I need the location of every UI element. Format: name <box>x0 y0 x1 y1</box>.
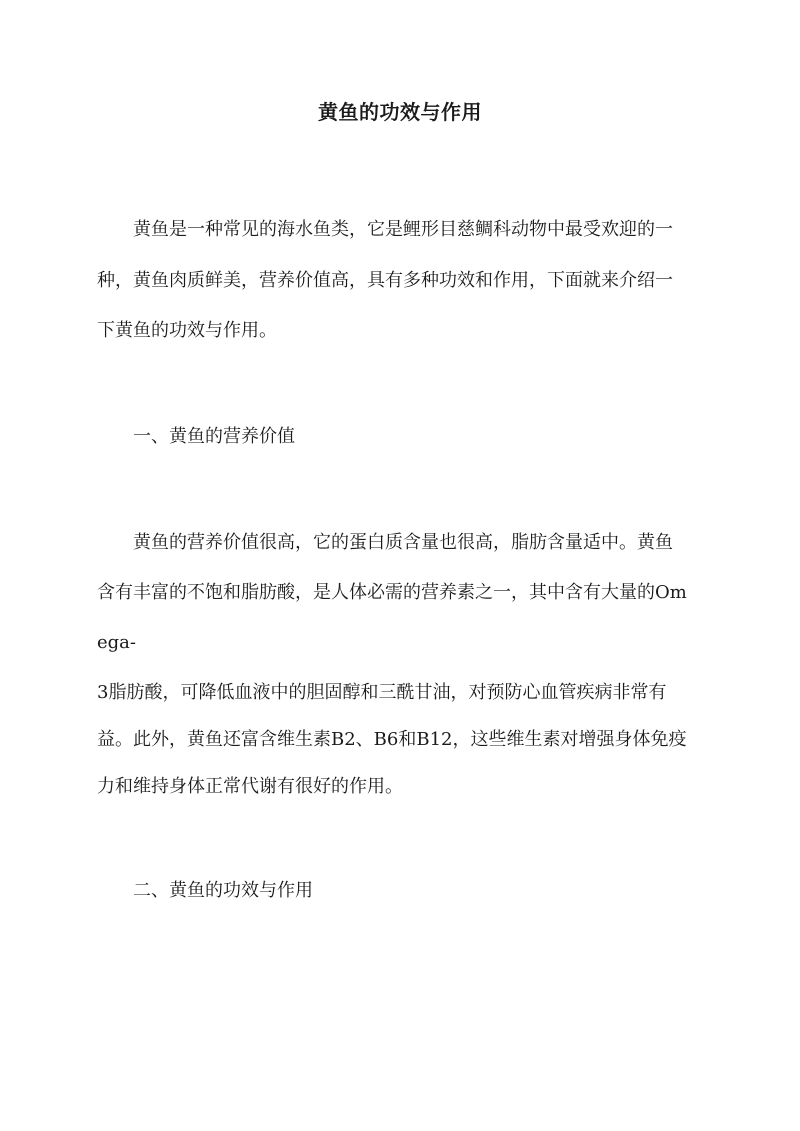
section-2-heading: 二、黄鱼的功效与作用 <box>97 880 313 901</box>
intro-line-1: 黄鱼是一种常见的海水鱼类，它是鲤形目慈鲷科动物中最受欢迎的一 <box>97 219 673 240</box>
section-1-line-3: ega- <box>97 632 136 653</box>
intro-line-2: 种，黄鱼肉质鲜美，营养价值高，具有多种功效和作用，下面就来介绍一 <box>97 270 673 291</box>
section-1-heading: 一、黄鱼的营养价值 <box>97 426 295 447</box>
document-title: 黄鱼的功效与作用 <box>318 100 482 124</box>
intro-line-3: 下黄鱼的功效与作用。 <box>97 320 277 341</box>
section-1-line-5: 益。此外，黄鱼还富含维生素B2、B6和B12，这些维生素对增强身体免疫 <box>97 729 687 750</box>
section-1-line-6: 力和维持身体正常代谢有很好的作用。 <box>97 776 403 797</box>
section-1-line-1: 黄鱼的营养价值很高，它的蛋白质含量也很高，脂肪含量适中。黄鱼 <box>97 532 673 553</box>
section-1-line-4: 3脂肪酸，可降低血液中的胆固醇和三酰甘油，对预防心血管疾病非常有 <box>97 682 667 703</box>
section-1-line-2: 含有丰富的不饱和脂肪酸，是人体必需的营养素之一，其中含有大量的Om <box>97 582 687 603</box>
